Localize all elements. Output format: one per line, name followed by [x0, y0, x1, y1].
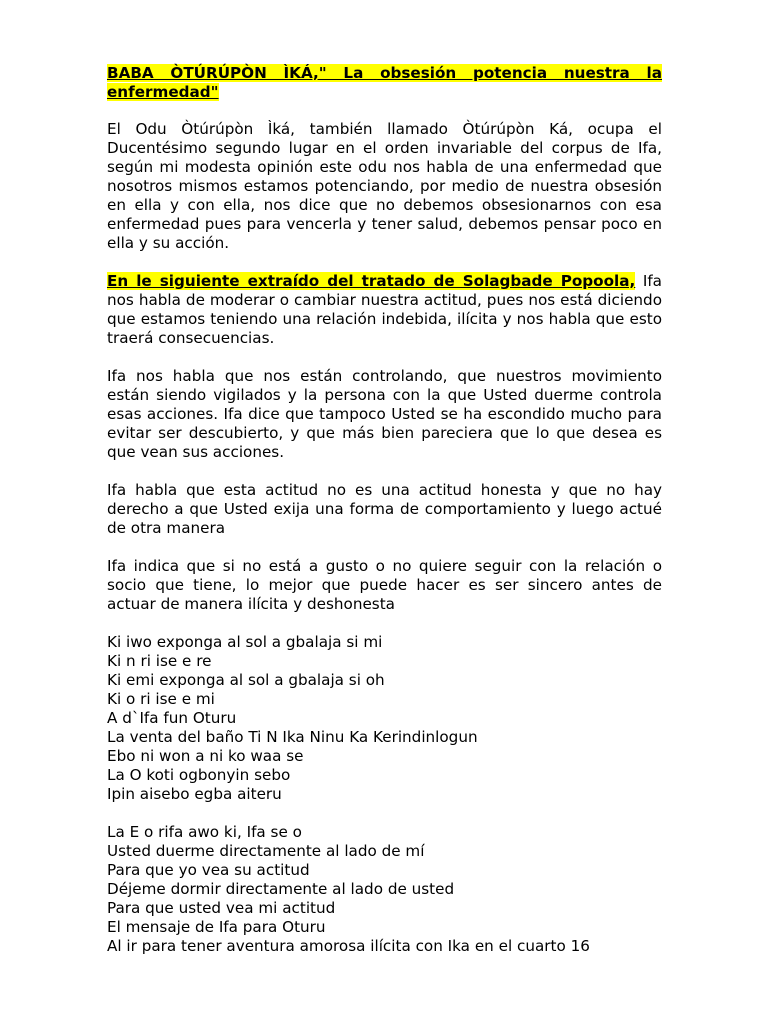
verse-line: El mensaje de Ifa para Oturu: [107, 918, 326, 936]
verse-line: Ki iwo exponga al sol a gbalaja si mi: [107, 633, 383, 651]
verse-line: Usted duerme directamente al lado de mí: [107, 842, 425, 860]
verse-line: Ipin aisebo egba aiteru: [107, 785, 282, 803]
paragraph-attitude: Ifa habla que esta actitud no es una actitud honesta y que no hay derecho a que Usted exija una forma de comportamiento y luego actué de otra manera: [107, 481, 662, 537]
document-title: [107, 64, 662, 102]
paragraph-solagbade: [107, 272, 662, 348]
verse-line: Ki n ri ise e re: [107, 652, 212, 670]
verse-line: Ebo ni won a ni ko waa se: [107, 747, 304, 765]
verse-line: Ki emi exponga al sol a gbalaja si oh: [107, 671, 385, 689]
paragraph-advice: Ifa indica que si no está a gusto o no quiere seguir con la relación o socio que tiene, lo mejor que puede hacer es ser sincero antes de actuar de manera ilícita y deshonesta: [107, 557, 662, 613]
verse-line: Para que yo vea su actitud: [107, 861, 310, 879]
verse-line: La E o rifa awo ki, Ifa se o: [107, 823, 302, 841]
paragraph-intro: El Odu Òtúrúpòn Ìká, también llamado Òtúrúpòn Ká, ocupa el Ducentésimo segundo lugar en el orden invariable del corpus de Ifa, según mi modesta opinión este odu nos habla de una enfermedad que nosotros mismos estamos potenciando, por medio de nuestra obsesión en ella y con ella, nos dice que no debemos obsesionarnos con esa enfermedad pues para vencerla y tener salud, debemos pensar poco en ella y su acción.: [107, 120, 662, 252]
title-highlight: BABA ÒTÚRÚPÒN ÌKÁ," La obsesión potencia nuestra la enfermedad": [107, 64, 662, 101]
verse-line: Al ir para tener aventura amorosa ilícita con Ika en el cuarto 16: [107, 937, 590, 955]
verse-line: Ki o ri ise e mi: [107, 690, 215, 708]
document-body: [107, 64, 662, 975]
verse-line: Déjeme dormir directamente al lado de usted: [107, 880, 455, 898]
verse-block-2: [107, 823, 662, 956]
highlighted-source-lead: En le siguiente extraído del tratado de Solagbade Popoola,: [107, 272, 636, 290]
verse-line: La O koti ogbonyin sebo: [107, 766, 291, 784]
paragraph-control: Ifa nos habla que nos están controlando, que nuestros movimiento están siendo vigilados y la persona con la que Usted duerme controla esas acciones. Ifa dice que tampoco Usted se ha escondido mucho para evitar ser descubierto, y que más bien pareciera que lo que desea es que vean sus acciones.: [107, 367, 662, 461]
paragraph-solagbade-text: Ifa nos habla de moderar o cambiar nuestra actitud, pues nos está diciendo que estamos teniendo una relación indebida, ilícita y nos habla que esto traerá consecuencias.: [107, 272, 662, 347]
verse-line: La venta del baño Ti N Ika Ninu Ka Kerindinlogun: [107, 728, 478, 746]
verse-line: A d`Ifa fun Oturu: [107, 709, 237, 727]
verse-block-1: [107, 633, 662, 804]
verse-line: Para que usted vea mi actitud: [107, 899, 336, 917]
